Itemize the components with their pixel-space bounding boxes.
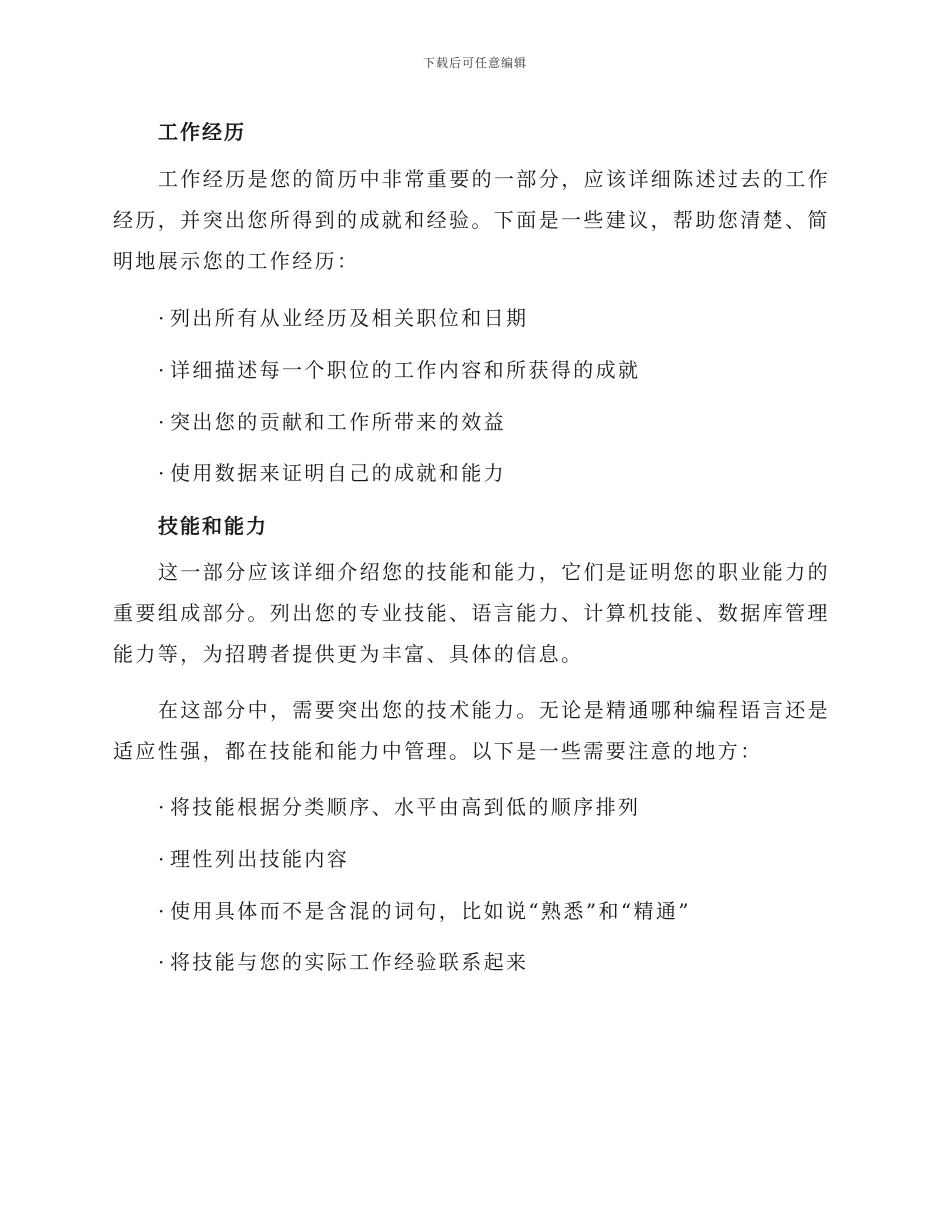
bullet-dot: · — [158, 847, 167, 871]
list-item-text: 使用具体而不是含混的词句，比如说“熟悉”和“精通” — [170, 899, 691, 923]
bullet-dot: · — [158, 358, 167, 382]
bullet-dot: · — [158, 306, 167, 330]
section-heading-skills: 技能和能力 — [158, 514, 268, 538]
paragraph-work-experience-intro: 工作经历是您的简历中非常重要的一部分，应该详细陈述过去的工作经历，并突出您所得到的成就和经验。下面是一些建议，帮助您清楚、简明地展示您的工作经历： — [113, 167, 830, 273]
bullet-dot: · — [158, 410, 167, 434]
list-item — [158, 946, 528, 975]
list-item-text: 详细描述每一个职位的工作内容和所获得的成就 — [170, 358, 641, 382]
page-header: 下载后可任意编辑 — [422, 56, 527, 70]
list-item-text: 使用数据来证明自己的成就和能力 — [170, 461, 506, 485]
bullet-dot: · — [158, 950, 167, 974]
list-item — [158, 457, 506, 486]
list-item — [158, 406, 506, 435]
paragraph-skills-intro: 这一部分应该详细介绍您的技能和能力，它们是证明您的职业能力的重要组成部分。列出您的专业技能、语言能力、计算机技能、数据库管理能力等，为招聘者提供更为丰富、具体的信息。 — [113, 560, 830, 666]
list-item — [158, 791, 640, 820]
list-item-text: 将技能根据分类顺序、水平由高到低的顺序排列 — [170, 795, 641, 819]
paragraph-skills-technical: 在这部分中，需要突出您的技术能力。无论是精通哪种编程语言还是适应性强，都在技能和能力中管理。以下是一些需要注意的地方： — [113, 698, 830, 763]
list-item-text: 突出您的贡献和工作所带来的效益 — [170, 410, 506, 434]
bullet-dot: · — [158, 461, 167, 485]
list-item — [158, 302, 528, 331]
list-item — [158, 354, 640, 383]
list-item — [158, 895, 691, 924]
bullet-dot: · — [158, 795, 167, 819]
list-item-text: 将技能与您的实际工作经验联系起来 — [170, 950, 529, 974]
bullet-dot: · — [158, 899, 167, 923]
list-item — [158, 843, 349, 872]
list-item-text: 列出所有从业经历及相关职位和日期 — [170, 306, 529, 330]
section-heading-work-experience: 工作经历 — [158, 120, 246, 144]
list-item-text: 理性列出技能内容 — [170, 847, 350, 871]
